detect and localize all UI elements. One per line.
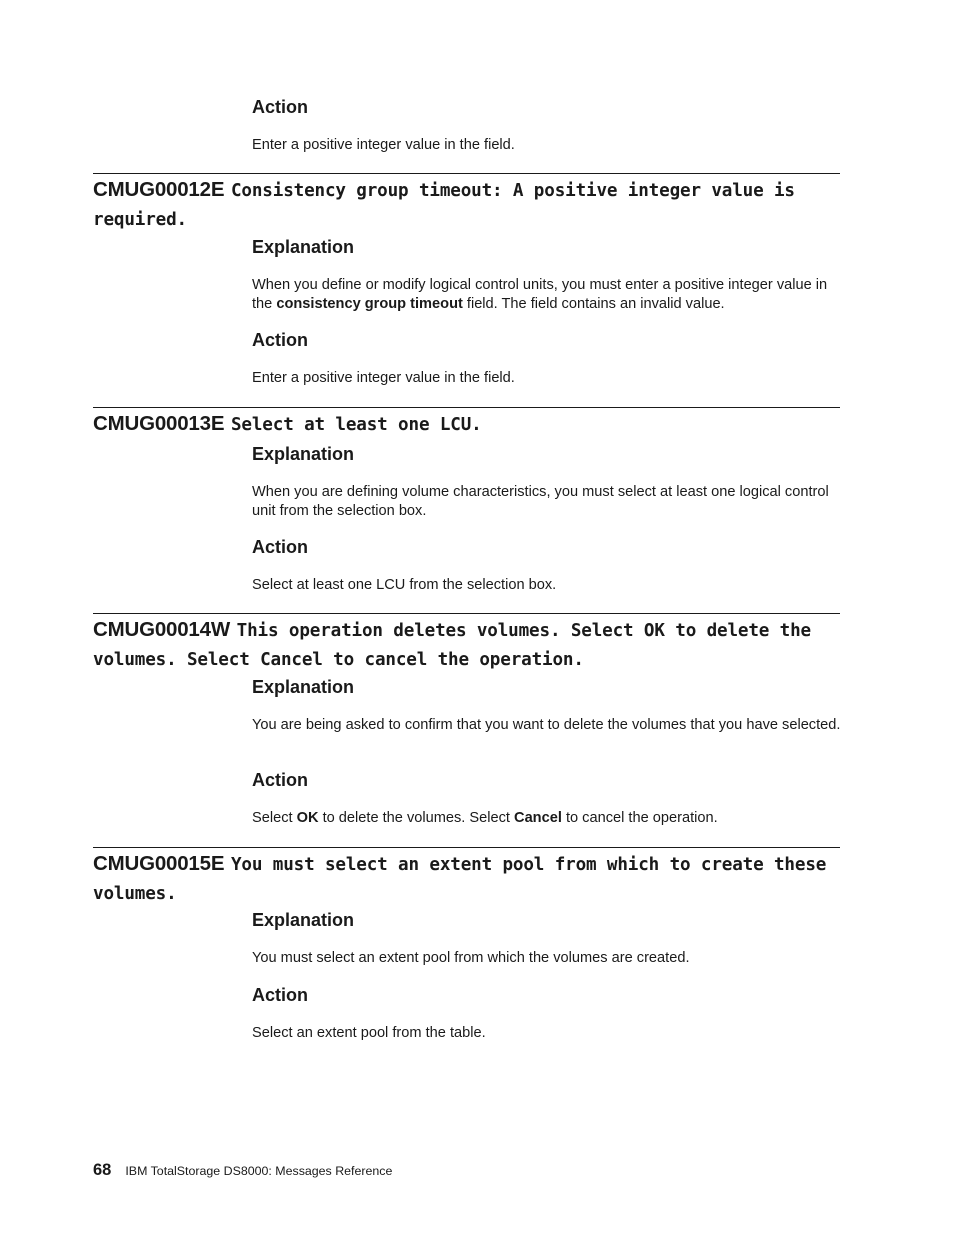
message-code: CMUG00014W	[93, 618, 230, 641]
action-heading: Action	[252, 537, 308, 557]
explanation-heading: Explanation	[252, 444, 355, 464]
explanation-text: You must select an extent pool from which the volumes are created.	[252, 950, 690, 966]
action-text: Enter a positive integer value in the field.	[252, 137, 515, 153]
footer-title: IBM TotalStorage DS8000: Messages Reference	[125, 1164, 393, 1178]
section-divider	[93, 613, 840, 614]
action-heading: Action	[252, 97, 308, 117]
explanation-text: When you define or modify logical control units, you must enter a positive integer value in the consistency group timeout field. The field contains an invalid value.	[252, 277, 828, 312]
section-divider	[93, 847, 840, 848]
page-footer	[93, 1161, 392, 1180]
explanation-heading: Explanation	[252, 677, 355, 697]
message-text: Select at least one LCU.	[230, 415, 482, 435]
message-text: Consistency group timeout: A positive integer value is required.	[93, 181, 795, 230]
action-heading: Action	[252, 330, 308, 350]
section-divider	[93, 173, 840, 174]
action-heading: Action	[252, 770, 308, 790]
action-text: Select an extent pool from the table.	[252, 1025, 486, 1041]
explanation-text: When you are defining volume characteristics, you must select at least one logical control unit from the selection box.	[252, 484, 829, 519]
cancel-label: Cancel	[514, 810, 562, 826]
action-heading: Action	[252, 985, 308, 1005]
message-heading	[93, 850, 843, 907]
message-code: CMUG00012E	[93, 178, 225, 201]
message-text: This operation deletes volumes. Select OK to delete the volumes. Select Cancel to cancel the operation.	[93, 621, 812, 670]
message-heading	[93, 410, 843, 439]
message-code: CMUG00015E	[93, 852, 225, 875]
action-text: Select at least one LCU from the selection box.	[252, 577, 557, 593]
explanation-heading: Explanation	[252, 237, 355, 257]
explanation-heading: Explanation	[252, 910, 355, 930]
action-text: Select OK to delete the volumes. Select Cancel to cancel the operation.	[252, 810, 718, 826]
message-heading	[93, 176, 843, 233]
message-code: CMUG00013E	[93, 412, 225, 435]
message-text: You must select an extent pool from which to create these volumes.	[93, 855, 827, 904]
page-number: 68	[93, 1161, 112, 1179]
section-divider	[93, 407, 840, 408]
ok-label: OK	[296, 810, 319, 826]
explanation-text: You are being asked to confirm that you want to delete the volumes that you have selected.	[252, 717, 841, 733]
message-heading	[93, 616, 843, 673]
field-name: consistency group timeout	[276, 296, 463, 312]
action-text: Enter a positive integer value in the field.	[252, 370, 515, 386]
